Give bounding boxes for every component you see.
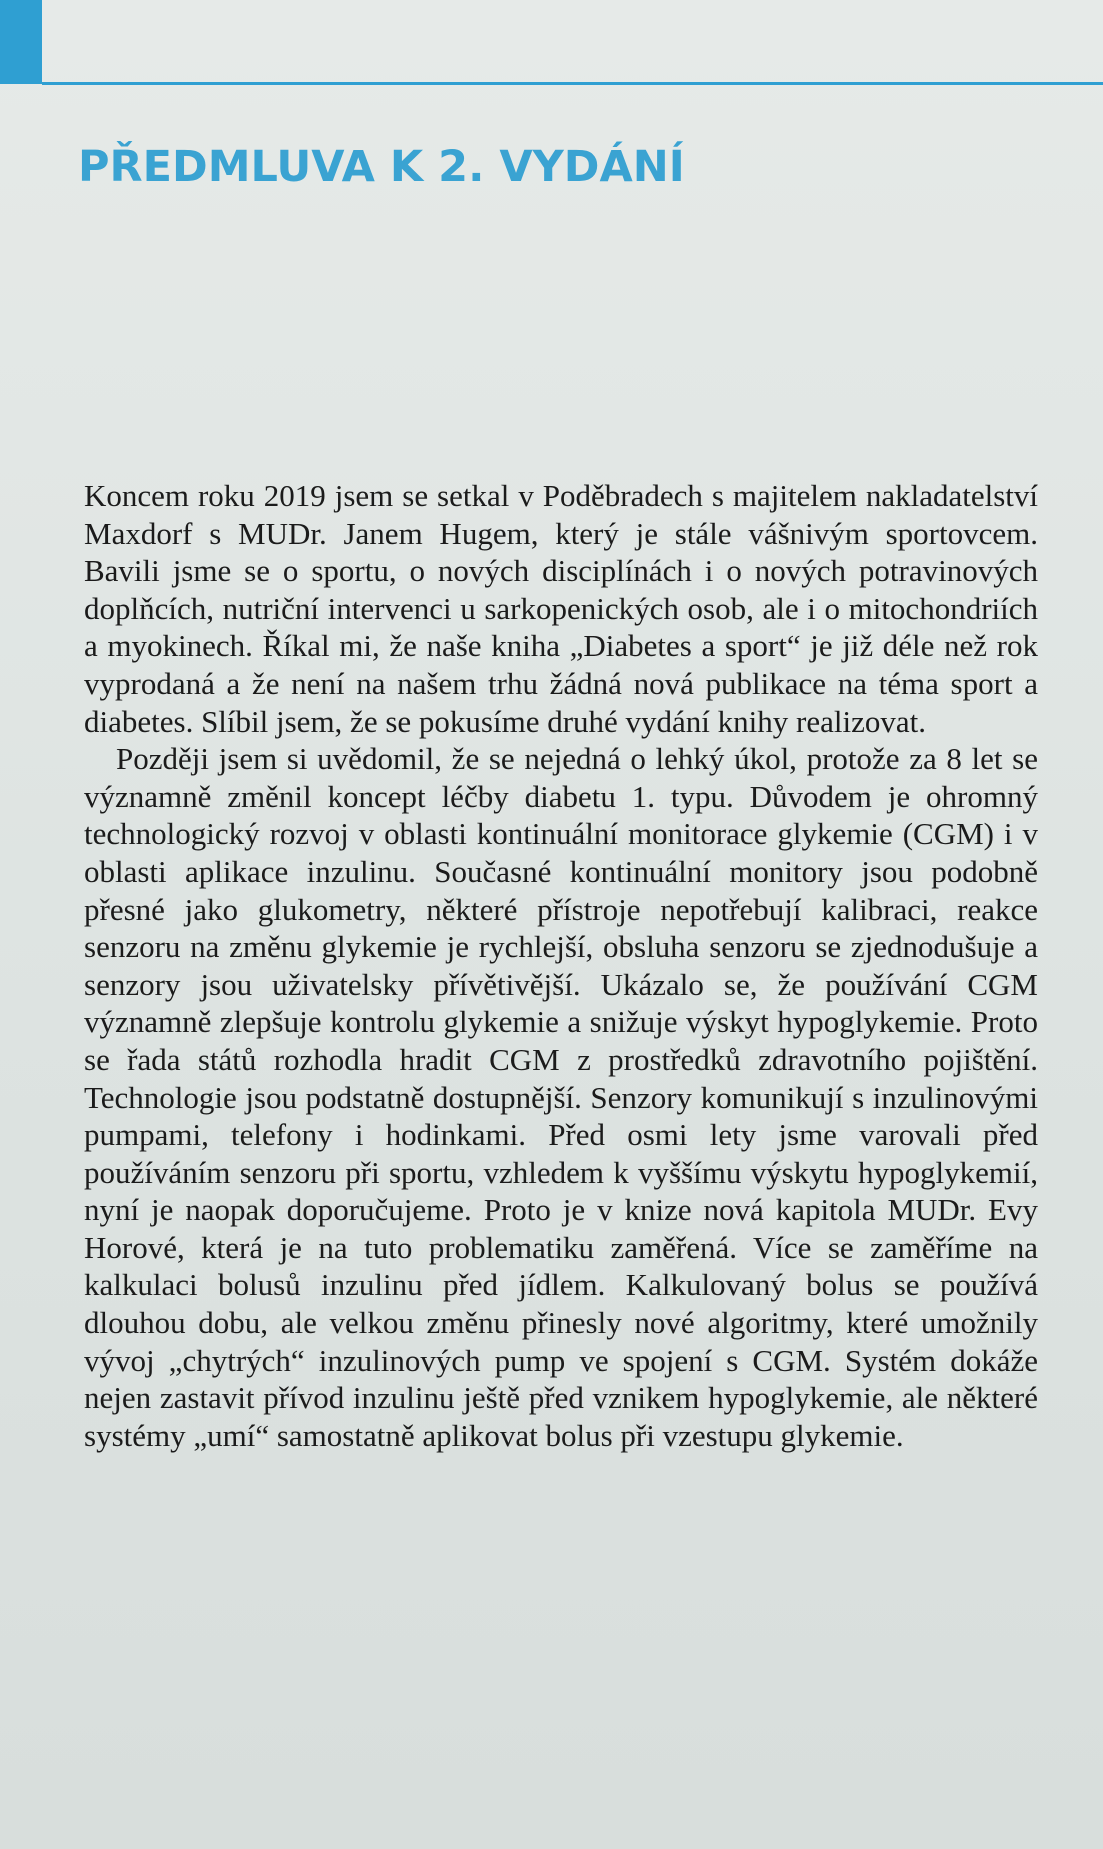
chapter-title: PŘEDMLUVA K 2. VYDÁNÍ bbox=[78, 142, 685, 192]
paragraph-2: Později jsem si uvědomil, že se nejedná o lehký úkol, protože za 8 let se významně změnil koncept léčby diabetu 1. typu. Důvodem je ohromný technologický rozvoj v oblasti kontinuální monitorace glykemie (CGM) i v oblasti aplikace inzulinu. Současné kontinuální monitory jsou podobně přesné jako glukometry, některé přístroje nepotřebují kalibraci, reakce senzoru na změnu glykemie je rychlejší, obsluha senzoru se zjednodušuje a senzory jsou uživatelsky přívětivější. Ukázalo se, že používání CGM významně zlepšuje kontrolu glykemie a snižuje výskyt hypoglykemie. Proto se řada států rozhodla hradit CGM z prostředků zdravotního pojištění. Technologie jsou podstatně dostupnější. Senzory komunikují s inzulinovými pumpami, telefony i hodinkami. Před osmi lety jsme varovali před používáním senzoru při sportu, vzhledem k vyššímu výskytu hypoglykemií, nyní je naopak doporučujeme. Proto je v knize nová kapitola MUDr. Evy Horové, která je na tuto problematiku zaměřená. Více se zaměříme na kalkulaci bolusů inzulinu před jídlem. Kalkulovaný bolus se používá dlouhou dobu, ale velkou změnu přinesly nové algoritmy, které umožnily vývoj „chytrých“ inzulinových pump ve spojení s CGM. Systém dokáže nejen zastavit přívod inzulinu ještě před vznikem hypoglykemie, ale některé systémy „umí“ samostatně aplikovat bolus při vzestupu glykemie. bbox=[84, 741, 1038, 1453]
header-rule bbox=[42, 82, 1103, 85]
body-text bbox=[84, 477, 1038, 1454]
corner-accent-bar bbox=[0, 0, 42, 84]
paragraph-1: Koncem roku 2019 jsem se setkal v Poděbradech s majitelem nakladatelství Maxdorf s MUDr. Janem Hugem, který je stále vášnivým sportovcem. Bavili jsme se o sportu, o nových disciplínách i o nových potravinových doplňcích, nutriční intervenci u sarkopenických osob, ale i o mitochondriích a myokinech. Říkal mi, že naše kniha „Diabetes a sport“ je již déle než rok vyprodaná a že není na našem trhu žádná nová publikace na téma sport a diabetes. Slíbil jsem, že se pokusíme druhé vydání knihy realizovat. bbox=[84, 478, 1038, 739]
